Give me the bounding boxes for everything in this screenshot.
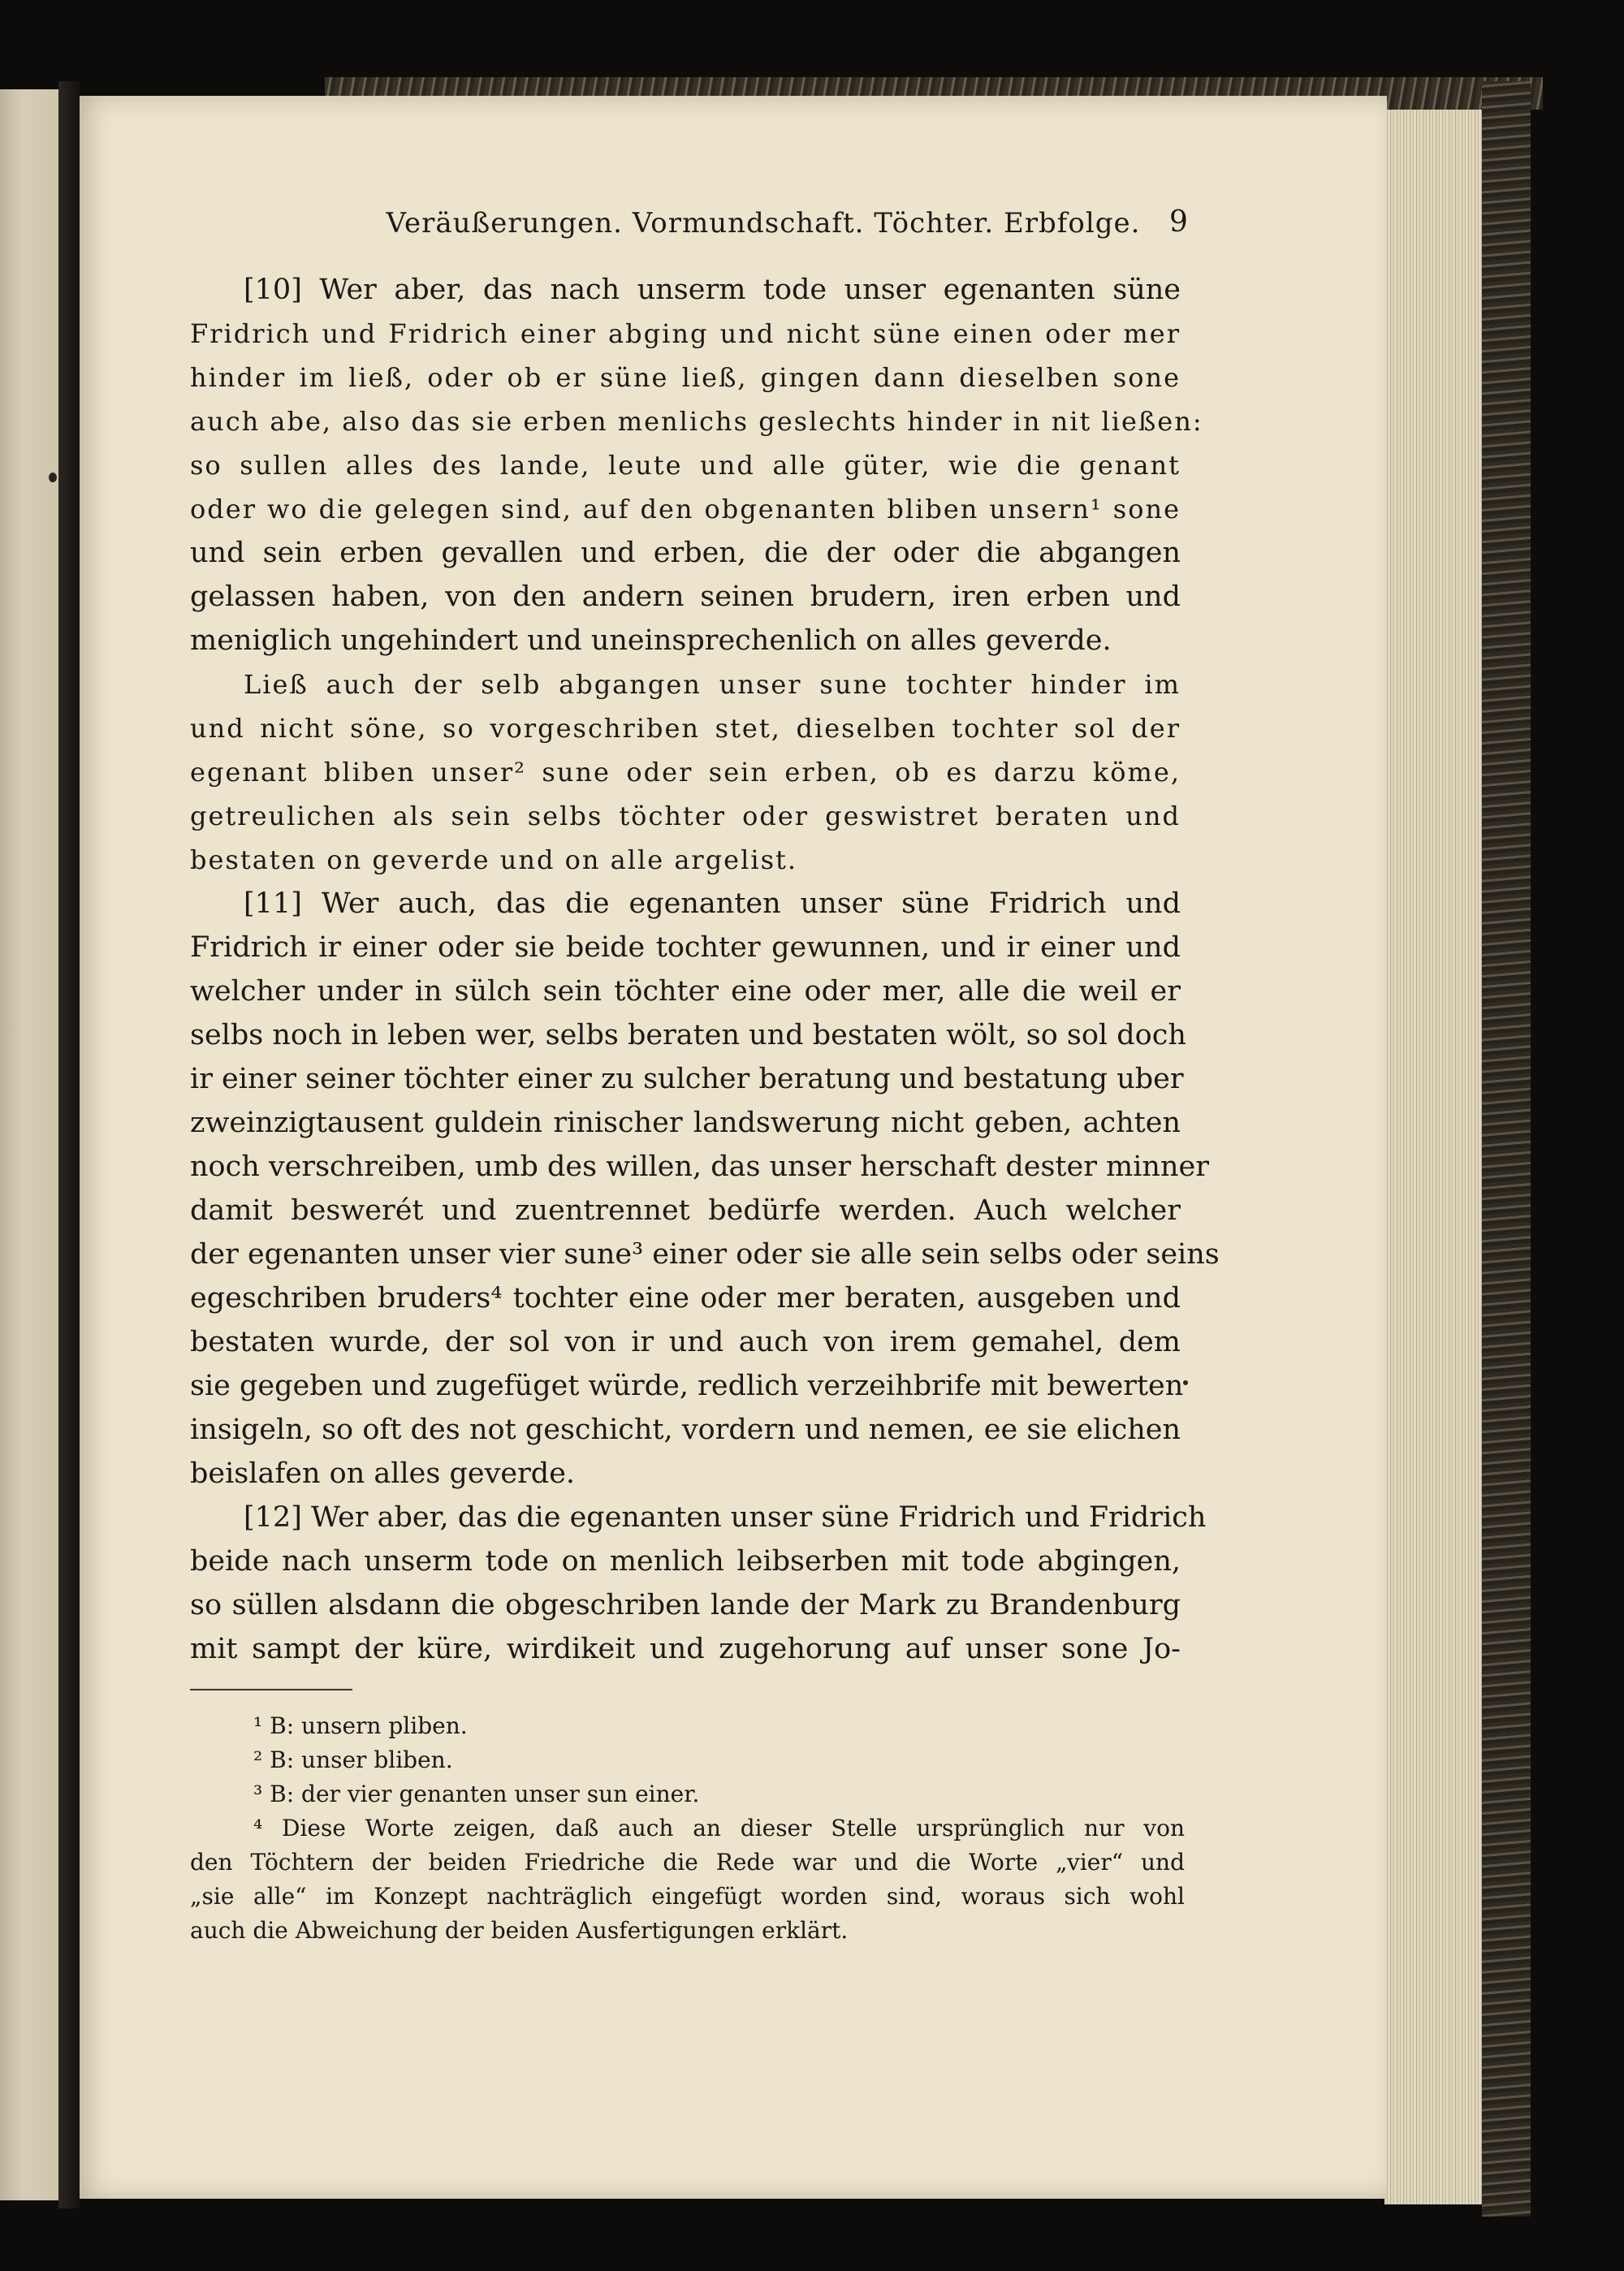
text-line: und nicht söne, so vorgeschriben stet, dieselben tochter sol der bbox=[190, 713, 1181, 744]
text-line: welcher under in sülch sein töchter eine oder mer, alle die weil er bbox=[190, 975, 1181, 1008]
text-line: noch verschreiben, umb des willen, das unser herschaft dester minner bbox=[190, 1151, 1209, 1183]
text-line: [11] Wer auch, das die egenanten unser süne Fridrich und bbox=[244, 887, 1181, 920]
text-line: ir einer seiner töchter einer zu sulcher beratung und bestatung uber bbox=[190, 1063, 1184, 1095]
facing-page-edge bbox=[0, 89, 58, 2200]
footnote-line: ³ B: der vier genanten unser sun einer. bbox=[253, 1781, 700, 1807]
margin-mark bbox=[49, 473, 57, 482]
page-edges bbox=[1384, 110, 1486, 2204]
text-line: Fridrich ir einer oder sie beide tochter gewunnen, und ir einer und bbox=[190, 931, 1181, 964]
text-line: getreulichen als sein selbs töchter oder geswistret beraten und bbox=[190, 801, 1181, 831]
text-line: oder wo die gelegen sind, auf den obgenanten bliben unsern¹ sone bbox=[190, 494, 1181, 525]
text-line: insigeln, so oft des not geschicht, vordern und nemen, ee sie elichen bbox=[190, 1414, 1181, 1446]
text-line: meniglich ungehindert und uneinsprechenlich on alles geverde. bbox=[190, 624, 1112, 657]
footnote-rule bbox=[190, 1689, 352, 1690]
book-gutter bbox=[58, 81, 80, 2208]
footnotes bbox=[190, 1709, 1185, 1948]
text-line: [12] Wer aber, das die egenanten unser süne Fridrich und Fridrich bbox=[244, 1501, 1207, 1534]
text-line: egenant bliben unser² sune oder sein erben, ob es darzu köme, bbox=[190, 757, 1181, 788]
book-cover-spine bbox=[1482, 81, 1531, 2217]
text-line: bestaten wurde, der sol von ir und auch von irem gemahel, dem bbox=[190, 1326, 1181, 1358]
footnote-line: auch die Abweichung der beiden Ausfertigungen erklärt. bbox=[190, 1917, 849, 1944]
ink-spot bbox=[1183, 1380, 1188, 1385]
text-line: zweinzigtausent guldein rinischer landswerung nicht geben, achten bbox=[190, 1107, 1181, 1139]
text-line: selbs noch in leben wer, selbs beraten und bestaten wölt, so sol doch bbox=[190, 1019, 1186, 1051]
text-line: auch abe, also das sie erben menlichs geslechts hinder in nit ließen: bbox=[190, 406, 1203, 437]
footnote-line: ¹ B: unsern pliben. bbox=[253, 1712, 468, 1739]
text-line: bestaten on geverde und on alle argelist. bbox=[190, 844, 798, 875]
running-title: Veräußerungen. Vormundschaft. Töchter. Erbfolge. bbox=[386, 207, 1141, 240]
text-line: so sullen alles des lande, leute und alle güter, wie die genant bbox=[190, 450, 1181, 481]
main-text bbox=[190, 268, 1220, 1671]
text-line: gelassen haben, von den andern seinen brudern, iren erben und bbox=[190, 581, 1181, 613]
text-line: mit sampt der küre, wirdikeit und zugehorung auf unser sone Jo- bbox=[190, 1633, 1181, 1665]
footnote-line: „sie alle“ im Konzept nachträglich eingefügt worden sind, woraus sich wohl bbox=[190, 1883, 1185, 1910]
footnote-line: ² B: unser bliben. bbox=[253, 1746, 453, 1773]
footnote-line: ⁴ Diese Worte zeigen, daß auch an dieser Stelle ursprünglich nur von bbox=[253, 1815, 1185, 1841]
text-line: so süllen alsdann die obgeschriben lande der Mark zu Brandenburg bbox=[190, 1589, 1181, 1621]
text-line: egeschriben bruders⁴ tochter eine oder mer beraten, ausgeben und bbox=[190, 1282, 1181, 1315]
text-line: und sein erben gevallen und erben, die der oder die abgangen bbox=[190, 537, 1181, 569]
text-line: [10] Wer aber, das nach unserm tode unser egenanten süne bbox=[244, 274, 1181, 306]
text-line: Ließ auch der selb abgangen unser sune tochter hinder im bbox=[244, 669, 1181, 700]
text-line: sie gegeben und zugefüget würde, redlich verzeihbrife mit bewerten bbox=[190, 1370, 1184, 1402]
page-number: 9 bbox=[1169, 205, 1188, 239]
footnote-line: den Töchtern der beiden Friedriche die Rede war und die Worte „vier“ und bbox=[190, 1849, 1185, 1876]
text-line: hinder im ließ, oder ob er süne ließ, gingen dann dieselben sone bbox=[190, 362, 1181, 393]
text-line: beide nach unserm tode on menlich leibserben mit tode abgingen, bbox=[190, 1545, 1181, 1578]
text-line: der egenanten unser vier sune³ einer oder sie alle sein selbs oder seins bbox=[190, 1238, 1220, 1271]
text-line: damit beswerét und zuentrennet bedürfe werden. Auch welcher bbox=[190, 1194, 1181, 1227]
text-line: Fridrich und Fridrich einer abging und nicht süne einen oder mer bbox=[190, 318, 1181, 349]
text-line: beislafen on alles geverde. bbox=[190, 1457, 576, 1490]
